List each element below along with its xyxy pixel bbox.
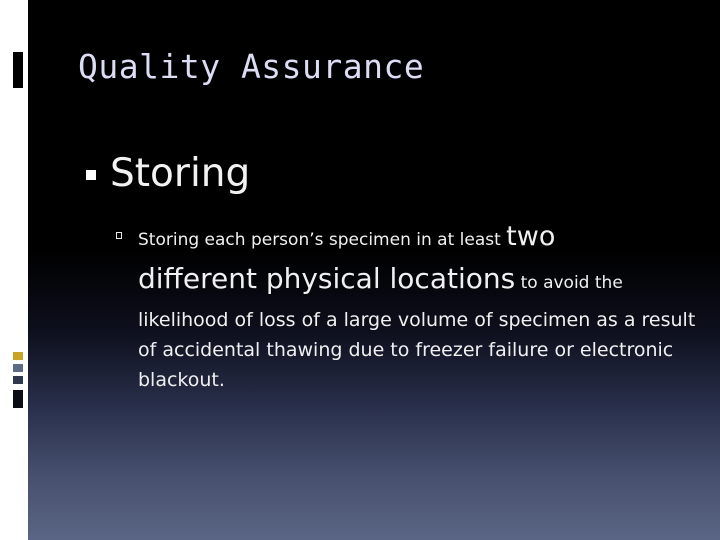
bullet-level-2 xyxy=(116,218,706,395)
bullet-level-1-text: Storing xyxy=(110,151,251,196)
emphasis-text: different physical locations xyxy=(138,262,516,295)
left-accent-strip xyxy=(0,0,28,540)
text-run: likelihood of loss of a large volume of specimen as a result of accidental thawing due to freezer failure or electronic blackout. xyxy=(138,309,696,391)
strip-block xyxy=(13,52,23,88)
strip-block xyxy=(13,364,23,372)
text-run: Storing each person’s specimen in at least xyxy=(138,230,507,250)
strip-block xyxy=(13,352,23,360)
emphasis-text: two xyxy=(506,221,556,252)
slide-title: Quality Assurance xyxy=(78,47,425,86)
bullet-level-2-text xyxy=(138,218,706,395)
strip-block xyxy=(13,390,23,408)
hollow-square-bullet-icon xyxy=(116,232,122,239)
square-bullet-icon xyxy=(86,170,96,180)
bullet-line xyxy=(138,259,706,303)
strip-block xyxy=(13,376,23,384)
bullet-line xyxy=(138,218,706,259)
bullet-level-1 xyxy=(86,149,250,199)
text-run: to avoid the xyxy=(515,273,623,293)
